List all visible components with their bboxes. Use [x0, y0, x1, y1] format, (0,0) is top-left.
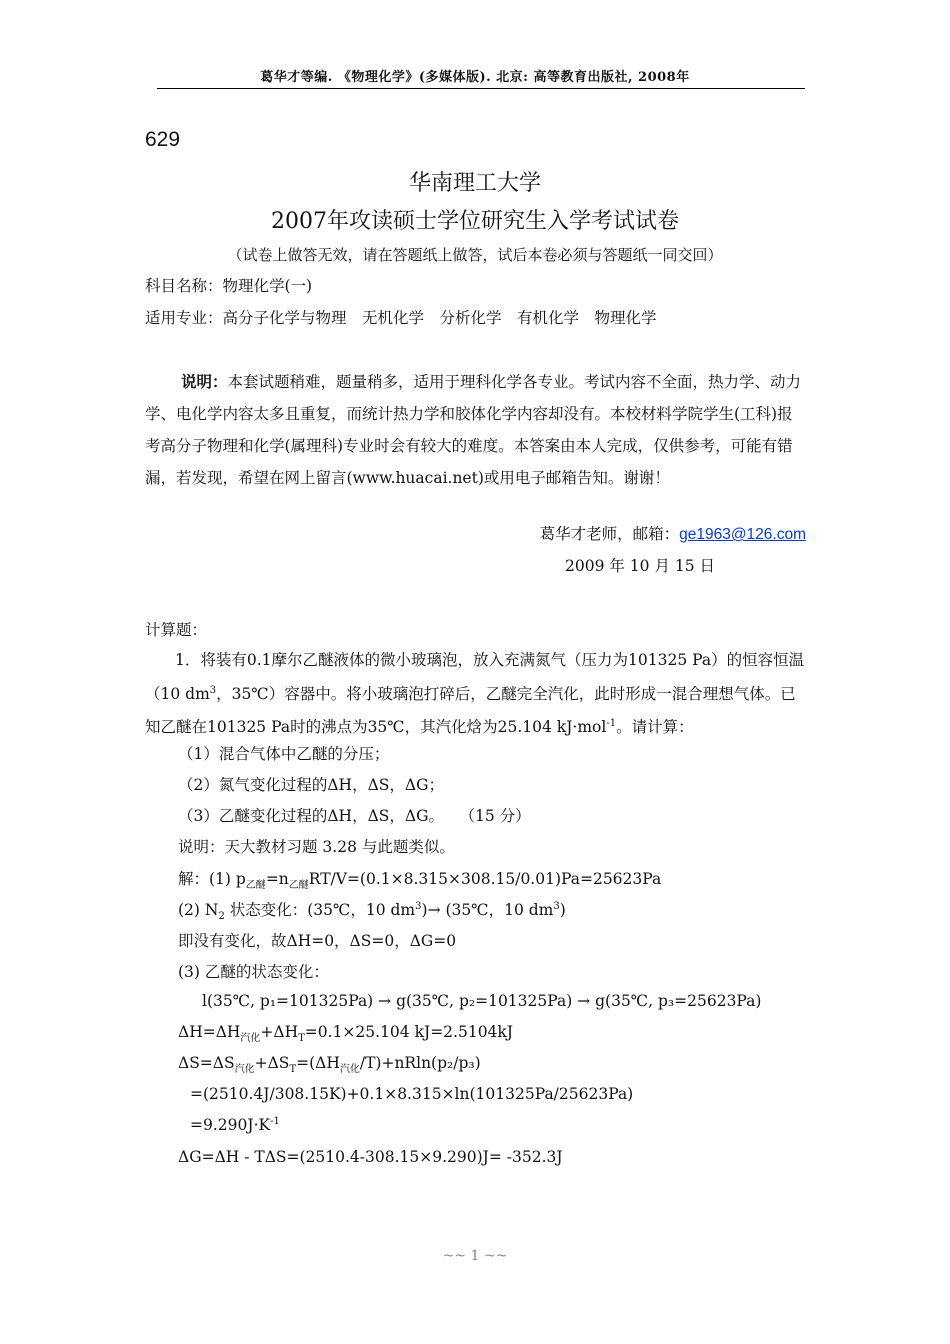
email-link[interactable]: ge1963@126.com: [679, 526, 806, 543]
solution-line-1: [178, 867, 661, 891]
s2-a: (2) N: [178, 901, 219, 919]
solution-line-7: [178, 1054, 481, 1075]
s7-a: ΔS=ΔS: [178, 1054, 235, 1072]
textbook-note: 说明：天大教材习题 3.28 与此题类似。: [178, 838, 455, 856]
sub-question-2: （2）氮气变化过程的ΔH，ΔS，ΔG；: [178, 776, 444, 794]
sub-question-3: （3）乙醚变化过程的ΔH，ΔS，ΔG。 （15 分）: [178, 807, 531, 825]
s1-sub2: 乙醚: [288, 880, 309, 892]
s2-c: )→ (35℃，10 dm: [421, 901, 554, 919]
solution-line-6: [178, 1023, 513, 1044]
note-label: 说明：: [181, 372, 228, 391]
s1-b: =n: [265, 870, 289, 888]
q1-sup2: -1: [606, 718, 617, 730]
exam-code: 629: [145, 128, 181, 151]
solution-line-10: ΔG=ΔH - TΔS=(2510.4-308.15×9.290)J= -352.3J: [178, 1148, 563, 1166]
section-title: 计算题：: [145, 621, 208, 639]
q1-part1: 1．将装有0.1摩尔乙醚液体的微小玻璃泡，放入充满氮气（压力为101325 Pa）的恒容恒温（10 dm: [145, 651, 805, 703]
solution-line-5: l(35℃, p₁=101325Pa) → g(35℃, p₂=101325Pa) → g(35℃, p₃=25623Pa): [202, 992, 762, 1010]
solution-line-3: 即没有变化，故ΔH=0，ΔS=0，ΔG=0: [178, 932, 457, 950]
s1-a: 解：(1) p: [178, 870, 246, 888]
s2-d: ): [559, 901, 566, 919]
s6-b: +ΔH: [260, 1023, 299, 1041]
university-name: 华南理工大学: [408, 171, 541, 196]
applicable-majors: 适用专业：高分子化学与物理 无机化学 分析化学 有机化学 物理化学: [145, 309, 657, 327]
s6-sub: 汽化: [240, 1033, 261, 1045]
signature-text: 葛华才老师，邮箱：: [539, 525, 680, 543]
question-1-text: [145, 645, 809, 743]
s6-c: =0.1×25.104 kJ=2.5104kJ: [304, 1023, 514, 1041]
q1-part3: 。请计算：: [616, 718, 694, 737]
s7-sub2: T: [289, 1064, 297, 1076]
page-header: 葛华才等编. 《物理化学》(多媒体版). 北京: 高等教育出版社, 2008年: [260, 70, 690, 85]
q1-sup1: 3: [209, 684, 217, 696]
s2-b: 状态变化：(35℃，10 dm: [224, 901, 416, 919]
header-rule: [157, 88, 805, 89]
s2-sup1: 3: [415, 900, 422, 912]
signature: [540, 522, 806, 544]
s6-sub2: T: [298, 1033, 305, 1045]
s7-sub: 汽化: [234, 1064, 255, 1076]
note-text: 本套试题稍难，题量稍多，适用于理科化学各专业。考试内容不全面，热力学、动力学、电化学内容太多且重复，而统计热力学和胶体化学内容却没有。本校材料学院学生(工科)报考高分子物理和化学(属理科)专业时会有较大的难度。本答案由本人完成，仅供参考，可能有错漏，若发现，希望在网上留言(www.huacai.net)或用电子邮箱告知。谢谢！: [145, 373, 802, 487]
s1-sub1: 乙醚: [245, 880, 266, 892]
s2-sub: 2: [218, 911, 225, 923]
q1-part2: ，35℃）容器中。将小玻璃泡打碎后，乙醚完全汽化，此时形成一混合理想气体。已知乙醚在101325 Pa时的沸点为35℃，其汽化焓为25.104 kJ·mol: [145, 684, 796, 737]
s7-d: /T)+nRln(p₂/p₃): [359, 1054, 481, 1072]
s2-sup2: 3: [553, 900, 560, 912]
s7-sub3: 汽化: [339, 1064, 360, 1076]
exam-notice: （试卷上做答无效，请在答题纸上做答，试后本卷必须与答题纸一同交回）: [227, 246, 723, 264]
s7-b: +ΔS: [254, 1054, 290, 1072]
page-number: ~~ 1 ~~: [442, 1248, 508, 1264]
subject-name: 科目名称：物理化学(一): [145, 277, 313, 295]
s9-a: =9.290J·K: [190, 1116, 271, 1135]
s7-c: =(ΔH: [296, 1054, 340, 1072]
solution-line-9: [190, 1116, 280, 1134]
explanation-note: [145, 366, 807, 494]
s1-c: RT/V=(0.1×8.315×308.15/0.01)Pa=25623Pa: [308, 870, 662, 888]
solution-line-2: [178, 898, 566, 922]
s9-sup: -1: [270, 1116, 280, 1127]
s6-a: ΔH=ΔH: [178, 1023, 241, 1041]
solution-line-8: =(2510.4J/308.15K)+0.1×8.315×ln(101325Pa/25623Pa): [190, 1085, 634, 1103]
solution-line-4: (3) 乙醚的状态变化：: [178, 963, 329, 981]
exam-title: 2007年攻读硕士学位研究生入学考试试卷: [271, 209, 679, 234]
sub-question-1: （1）混合气体中乙醚的分压；: [178, 745, 390, 763]
date: 2009 年 10 月 15 日: [565, 557, 716, 575]
